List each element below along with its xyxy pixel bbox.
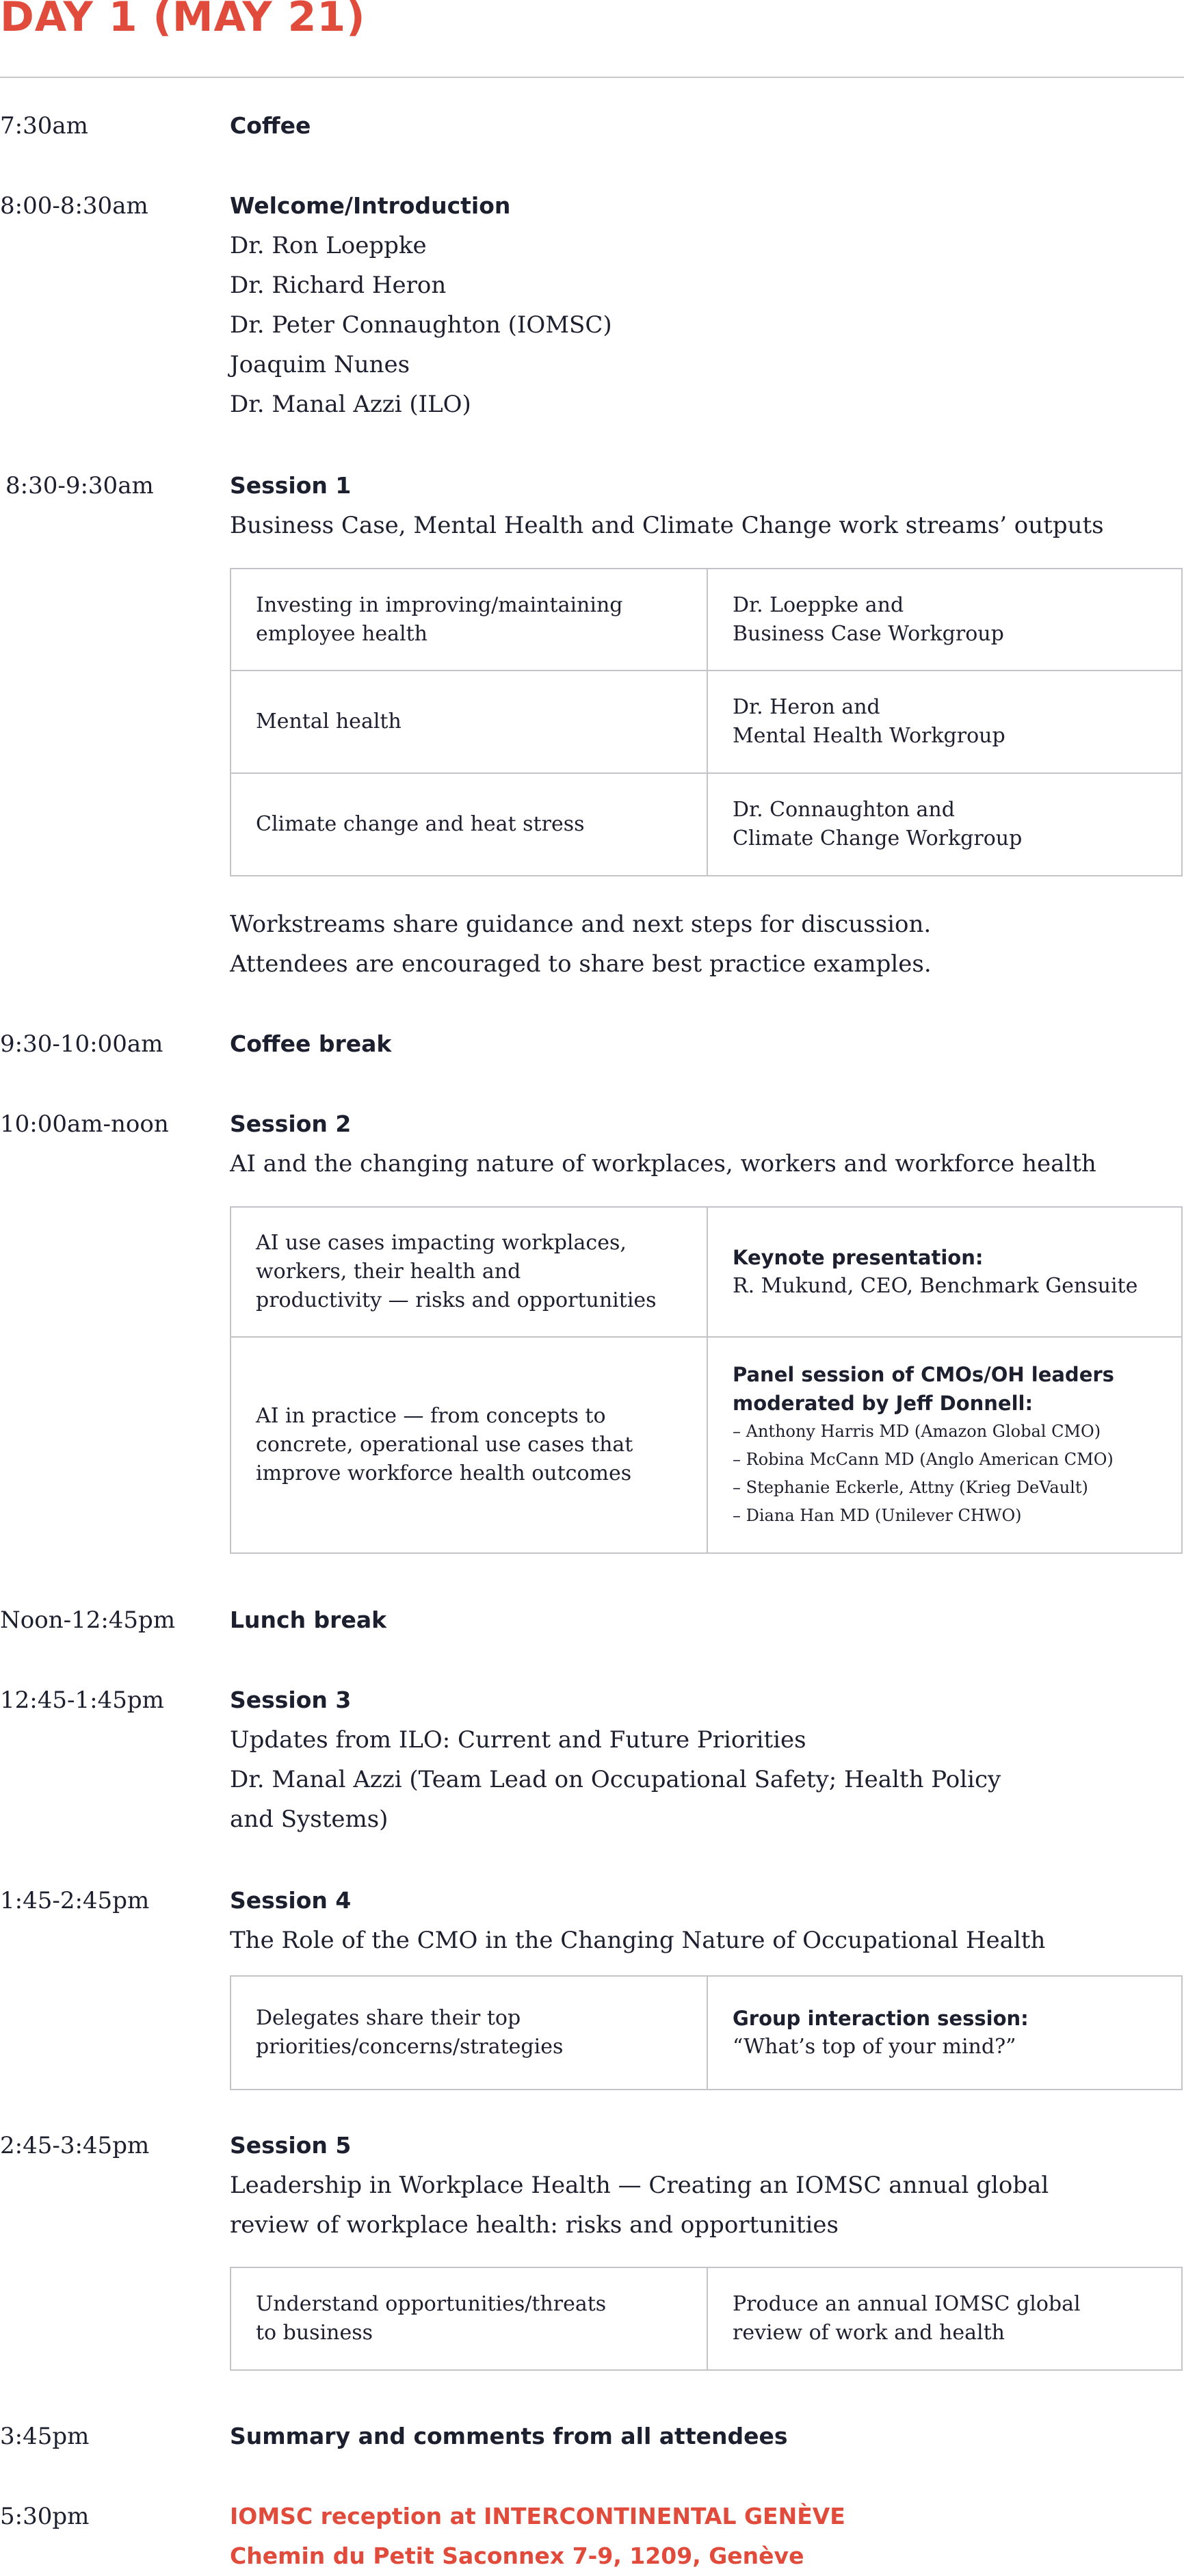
entry-coffee — [230, 106, 1184, 146]
cell-text: employee health — [256, 621, 427, 646]
cell-text: Dr. Heron and — [733, 695, 880, 719]
note-line: Workstreams share guidance and next steps for discussion. — [230, 911, 932, 938]
time-summary: 3:45pm — [0, 2423, 90, 2450]
table-cell — [231, 671, 708, 774]
speaker: Dr. Manal Azzi (ILO) — [230, 391, 471, 418]
entry-summary — [230, 2417, 1184, 2456]
cell-text: “What’s top of your mind?” — [733, 2035, 1016, 2059]
table-cell — [708, 774, 1181, 875]
table-cell — [708, 2268, 1181, 2369]
panelist-item: – Diana Han MD (Unilever CHWO) — [733, 1506, 1022, 1525]
cell-text: Mental Health Workgroup — [733, 724, 1005, 748]
entry-subtitle: Business Case, Mental Health and Climate Change work streams’ outputs — [230, 512, 1104, 539]
entry-subtitle: AI and the changing nature of workplaces, workers and workforce health — [230, 1150, 1096, 1178]
cell-text: R. Mukund, CEO, Benchmark Gensuite — [733, 1274, 1138, 1298]
entry-coffee-break — [230, 1024, 1184, 1064]
table-cell — [231, 1208, 708, 1338]
entry-reception — [230, 2497, 1184, 2576]
time-session5: 2:45-3:45pm — [0, 2132, 150, 2159]
entry-session1 — [230, 466, 1184, 545]
cell-text: priorities/concerns/strategies — [256, 2035, 564, 2059]
entry-title: Session 3 — [230, 1687, 352, 1713]
time-coffee-break: 9:30-10:00am — [0, 1030, 163, 1058]
table-cell — [231, 2268, 708, 2369]
entry-title: Session 1 — [230, 472, 352, 499]
entry-line: Updates from ILO: Current and Future Priorities — [230, 1726, 806, 1754]
cell-text: Delegates share their top — [256, 2006, 521, 2030]
cell-text: to business — [256, 2321, 373, 2345]
cell-heading: moderated by Jeff Donnell: — [733, 1392, 1034, 1415]
entry-title: IOMSC reception at INTERCONTINENTAL GENÈVE — [230, 2503, 845, 2529]
entry-lunch — [230, 1600, 1184, 1640]
cell-text: Produce an annual IOMSC global — [733, 2292, 1081, 2316]
table-cell — [231, 1338, 708, 1552]
cell-text: improve workforce health outcomes — [256, 1461, 632, 1485]
session1-table — [230, 568, 1183, 876]
session5-table — [230, 2267, 1183, 2371]
entry-title: Welcome/Introduction — [230, 192, 511, 219]
cell-heading: Panel session of CMOs/OH leaders — [733, 1363, 1114, 1386]
entry-session5 — [230, 2126, 1184, 2245]
cell-heading: Group interaction session: — [733, 2007, 1029, 2030]
time-session3: 12:45-1:45pm — [0, 1687, 164, 1714]
entry-title: Coffee break — [230, 1030, 392, 1057]
session1-notes — [230, 905, 1184, 984]
time-welcome: 8:00-8:30am — [0, 192, 148, 220]
cell-text: Mental health — [256, 710, 402, 733]
speaker: Dr. Peter Connaughton (IOMSC) — [230, 311, 612, 339]
cell-text: Business Case Workgroup — [733, 621, 1004, 646]
cell-text: Climate change and heat stress — [256, 812, 585, 836]
cell-text: concrete, operational use cases that — [256, 1433, 633, 1457]
table-cell — [231, 569, 708, 671]
cell-text: Dr. Loeppke and — [733, 593, 904, 617]
table-cell — [708, 671, 1181, 774]
entry-line: Leadership in Workplace Health — Creating an IOMSC annual global — [230, 2172, 1049, 2199]
cell-text: productivity — risks and opportunities — [256, 1288, 657, 1312]
time-session2: 10:00am-noon — [0, 1110, 169, 1138]
entry-title: Coffee — [230, 112, 311, 139]
speaker: Dr. Richard Heron — [230, 272, 447, 299]
note-line: Attendees are encouraged to share best practice examples. — [230, 950, 932, 978]
title-divider — [0, 77, 1184, 78]
entry-title: Session 5 — [230, 2132, 352, 2159]
entry-line: Dr. Manal Azzi (Team Lead on Occupational Safety; Health Policy — [230, 1766, 1001, 1793]
day-title: DAY 1 (MAY 21) — [0, 0, 366, 41]
time-lunch: Noon-12:45pm — [0, 1606, 176, 1634]
table-cell — [708, 1208, 1181, 1338]
cell-text: Understand opportunities/threats — [256, 2292, 607, 2316]
entry-line: and Systems) — [230, 1806, 389, 1833]
table-cell — [231, 1977, 708, 2089]
cell-text: review of work and health — [733, 2321, 1005, 2345]
time-session4: 1:45-2:45pm — [0, 1887, 150, 1914]
cell-text: AI use cases impacting workplaces, — [256, 1231, 627, 1255]
panelist-item: – Anthony Harris MD (Amazon Global CMO) — [733, 1422, 1101, 1441]
reception-address: Chemin du Petit Saconnex 7-9, 1209, Genève — [230, 2542, 804, 2569]
table-cell — [708, 1977, 1181, 2089]
panelist-item: – Stephanie Eckerle, Attny (Krieg DeVault) — [733, 1478, 1088, 1497]
entry-welcome — [230, 186, 1184, 424]
entry-title: Session 2 — [230, 1110, 352, 1137]
cell-text: Investing in improving/maintaining — [256, 593, 623, 617]
panelist-item: – Robina McCann MD (Anglo American CMO) — [733, 1450, 1114, 1469]
cell-text: Climate Change Workgroup — [733, 827, 1023, 850]
entry-title: Lunch break — [230, 1606, 387, 1633]
table-cell — [708, 569, 1181, 671]
session2-table — [230, 1206, 1183, 1554]
table-cell — [708, 1338, 1181, 1552]
entry-subtitle: The Role of the CMO in the Changing Nature of Occupational Health — [230, 1927, 1046, 1954]
time-reception: 5:30pm — [0, 2503, 90, 2530]
entry-session3 — [230, 1680, 1184, 1839]
time-coffee: 7:30am — [0, 112, 88, 140]
time-session1: 8:30-9:30am — [5, 472, 154, 499]
cell-text: workers, their health and — [256, 1260, 521, 1284]
entry-session4 — [230, 1881, 1184, 1960]
entry-session2 — [230, 1104, 1184, 1184]
session4-table — [230, 1975, 1183, 2090]
table-cell — [231, 774, 708, 875]
speaker: Dr. Ron Loeppke — [230, 232, 427, 259]
cell-text: AI in practice — from concepts to — [256, 1404, 606, 1428]
speaker: Joaquim Nunes — [230, 351, 410, 378]
cell-heading: Keynote presentation: — [733, 1246, 984, 1269]
entry-line: review of workplace health: risks and opportunities — [230, 2211, 839, 2239]
entry-title: Session 4 — [230, 1887, 352, 1914]
cell-text: Dr. Connaughton and — [733, 798, 955, 822]
entry-title: Summary and comments from all attendees — [230, 2423, 788, 2449]
